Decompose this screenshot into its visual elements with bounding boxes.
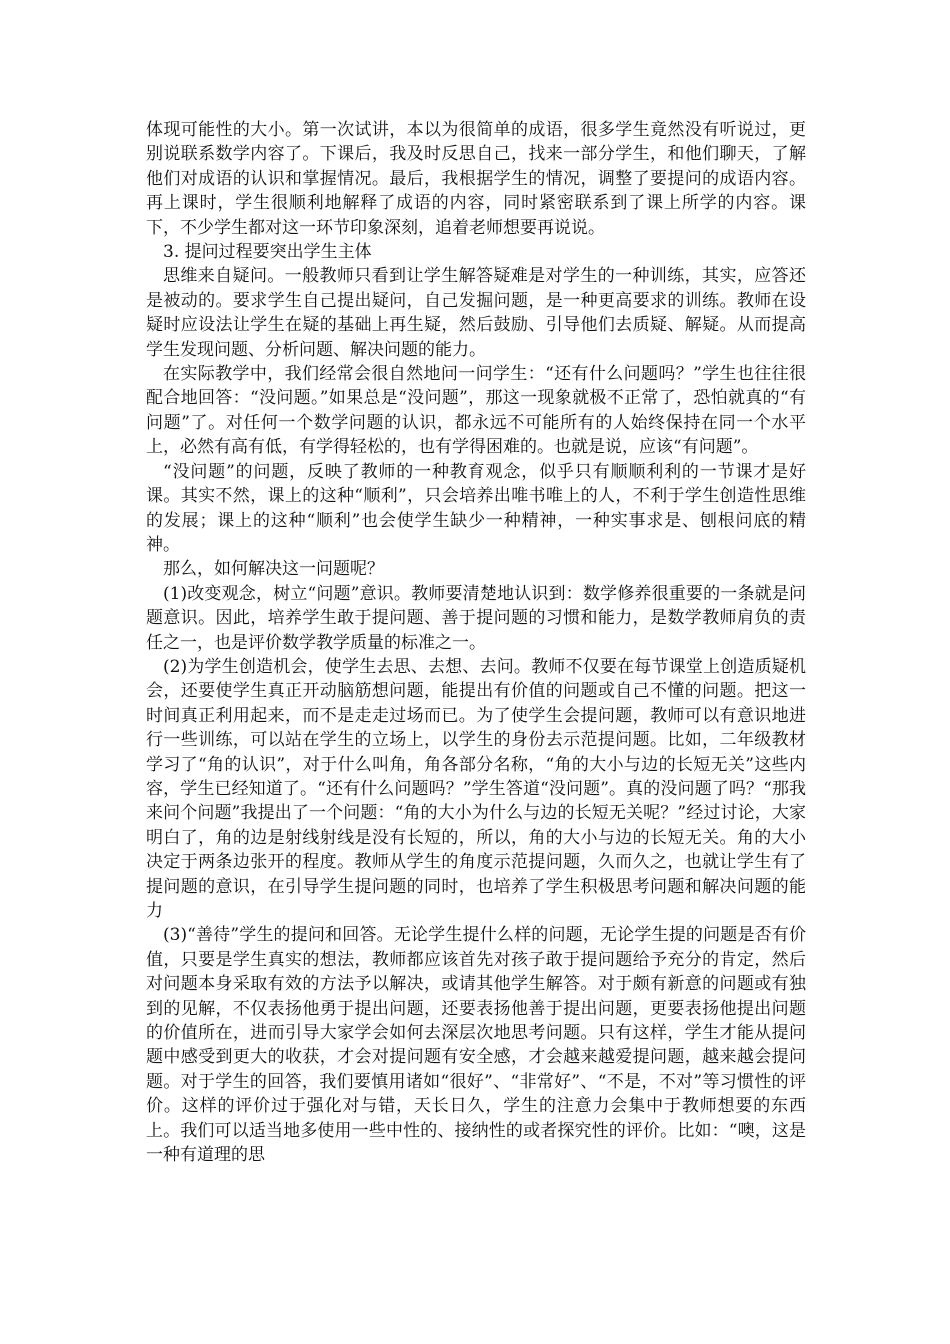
paragraph-5: 那么，如何解决这一问题呢？ bbox=[163, 559, 384, 580]
section-heading-3: 3. 提问过程要突出学生主体 bbox=[163, 242, 372, 263]
paragraph-4: “没问题”的问题，反映了教师的一种教育观念，似乎只有顺顺利利的一节课才是好课。其实不然，课上的这种“顺利”，只会培养出唯书唯上的人，不利于学生创造性思维的发展；课上的这种“顺利”也会使学生缺少一种精神，一种实事求是、刨根问底的精神。 bbox=[146, 461, 806, 555]
paragraph-2: 思维来自疑问。一般教师只看到让学生解答疑难是对学生的一种训练，其实，应答还是被动的。要求学生自己提出疑问，自己发掘问题，是一种更高要求的训练。教师在设疑时应设法让学生在疑的基础上再生疑，然后鼓励、引导他们去质疑、解疑。从而提高学生发现问题、分析问题、解决问题的能力。 bbox=[146, 266, 806, 360]
document-body bbox=[146, 118, 806, 1167]
list-item-1: (1)改变观念，树立“问题”意识。教师要清楚地认识到：数学修养很重要的一条就是问题意识。因此，培养学生敢于提问题、善于提问题的习惯和能力，是数学教师肩负的责任之一，也是评价数学教学质量的标准之一。 bbox=[146, 583, 806, 653]
list-item-3: (3)“善待”学生的提问和回答。无论学生提什么样的问题，无论学生提的问题是否有价值，只要是学生真实的想法，教师都应该首先对孩子敢于提问题给予充分的肯定，然后对问题本身采取有效的方法予以解决，或请其他学生解答。对于颇有新意的问题或有独到的见解，不仅表扬他勇于提出问题，还要表扬他善于提出问题，更要表扬他提出问题的价值所在，进而引导大家学会如何去深层次地思考问题。只有这样，学生才能从提问题中感受到更大的收获，才会对提问题有安全感，才会越来越爱提问题，越来越会提问题。对于学生的回答，我们要慎用诸如“很好”、“非常好”、“不是，不对”等习惯性的评价。这样的评价过于强化对与错，天长日久，学生的注意力会集中于教师想要的东西上。我们可以适当地多使用一些中性的、接纳性的或者探究性的评价。比如：“噢，这是一种有道理的思 bbox=[146, 925, 806, 1166]
paragraph-3: 在实际教学中，我们经常会很自然地问一问学生：“还有什么问题吗？”学生也往往很配合地回答：“没问题。”如果总是“没问题”，那这一现象就极不正常了，恐怕就真的“有问题”了。对任何一个数学问题的认识，都永远不可能所有的人始终保持在同一个水平上，必然有高有低，有学得轻松的，也有学得困难的。也就是说，应该“有问题”。 bbox=[146, 364, 806, 458]
list-item-2: (2)为学生创造机会，使学生去思、去想、去问。教师不仅要在每节课堂上创造质疑机会，还要使学生真正开动脑筋想问题，能提出有价值的问题或自己不懂的问题。把这一时间真正利用起来，而不是走走过场而已。为了使学生会提问题，教师可以有意识地进行一些训练，可以站在学生的立场上，以学生的身份去示范提问题。比如，二年级教材学习了“角的认识”，对于什么叫角，角各部分名称，“角的大小与边的长短无关”这些内容，学生已经知道了。“还有什么问题吗？”学生答道“没问题”。真的没问题了吗？“那我来问个问题”我提出了一个问题：“角的大小为什么与边的长短无关呢？”经过讨论，大家明白了，角的边是射线射线是没有长短的，所以，角的大小与边的长短无关。角的大小决定于两条边张开的程度。教师从学生的角度示范提问题，久而久之，也就让学生有了提问题的意识，在引导学生提问题的同时，也培养了学生积极思考问题和解决问题的能力 bbox=[146, 656, 806, 921]
paragraph-1: 体现可能性的大小。第一次试讲，本以为很简单的成语，很多学生竟然没有听说过，更别说联系数学内容了。下课后，我及时反思自己，找来一部分学生，和他们聊天，了解他们对成语的认识和掌握情况。最后，我根据学生的情况，调整了要提问的成语内容。再上课时，学生很顺利地解释了成语的内容，同时紧密联系到了课上所学的内容。课下，不少学生都对这一环节印象深刻，追着老师想要再说说。 bbox=[146, 120, 806, 238]
